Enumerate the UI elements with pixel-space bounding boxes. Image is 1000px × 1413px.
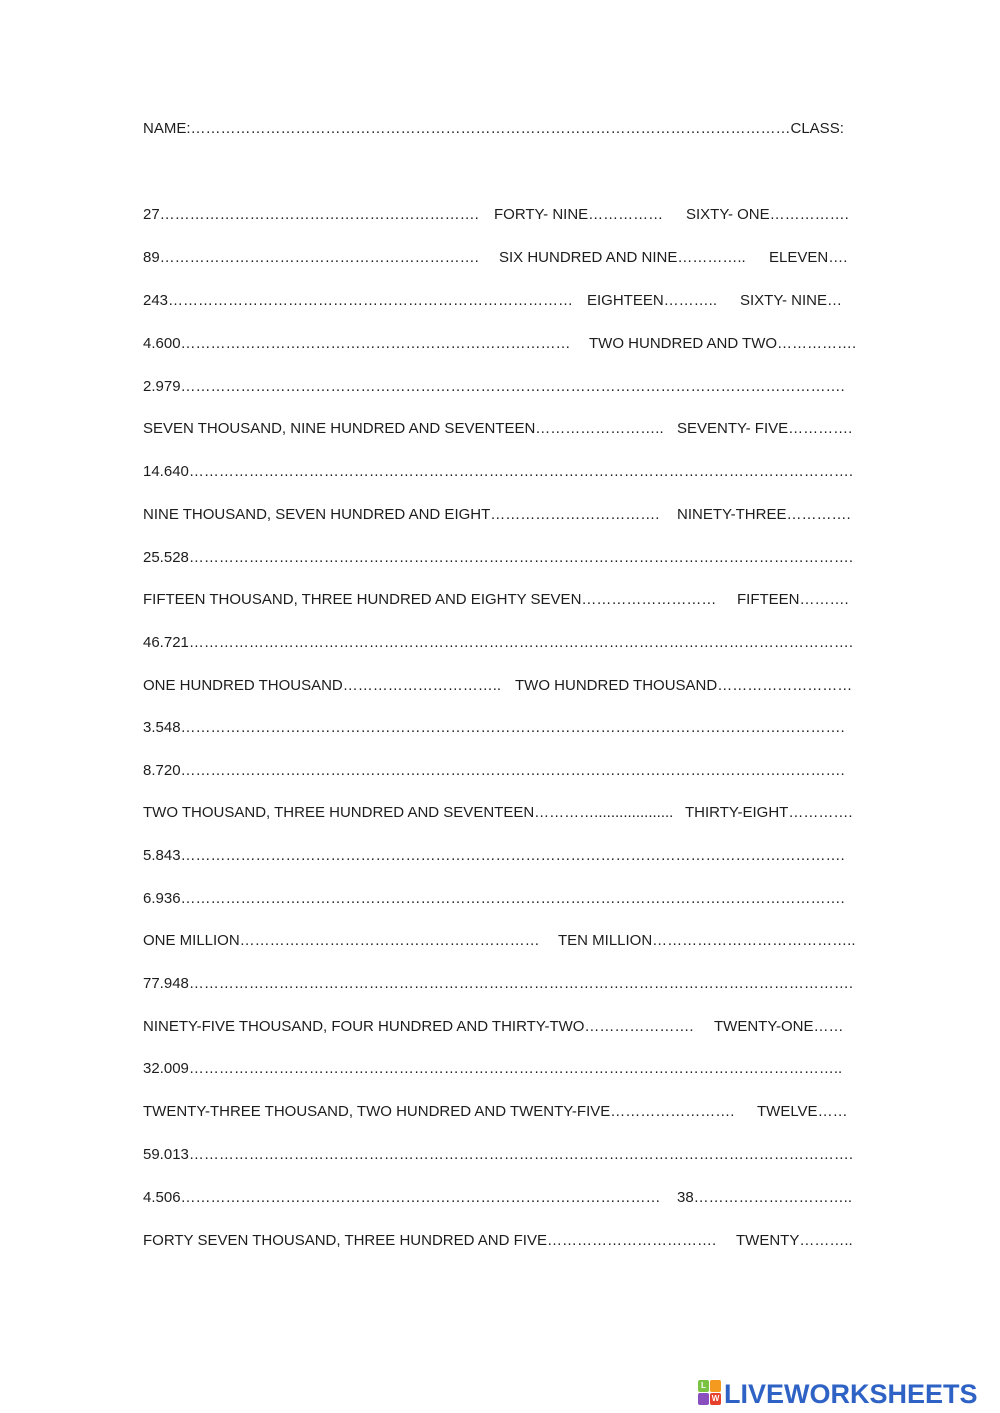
row-24 <box>143 1187 856 1209</box>
answer-field[interactable]: 25.528……………………………………………………………………………………………………………………. <box>143 549 854 566</box>
row-6 <box>143 418 856 440</box>
answer-field[interactable]: 89………………………………………………………. <box>143 249 479 266</box>
answer-field[interactable]: TWENTY-ONE…… <box>714 1018 844 1035</box>
answer-field[interactable]: 8.720……………………………………………………………………………………………………………………. <box>143 762 845 779</box>
answer-field[interactable]: TWELVE…… <box>757 1103 848 1120</box>
answer-field[interactable]: TWO HUNDRED THOUSAND……………………… <box>515 677 853 694</box>
answer-field[interactable]: 38………………………….. <box>677 1189 853 1206</box>
row-21 <box>143 1058 856 1080</box>
answer-field[interactable]: 5.843……………………………………………………………………………………………………………………. <box>143 847 845 864</box>
row-7 <box>143 461 856 483</box>
row-1 <box>143 204 856 226</box>
answer-field[interactable]: SEVEN THOUSAND, NINE HUNDRED AND SEVENTEEN…………………….. <box>143 420 664 437</box>
logo-letter-l: L <box>698 1380 709 1392</box>
row-11 <box>143 632 856 654</box>
answer-field[interactable]: NINE THOUSAND, SEVEN HUNDRED AND EIGHT……………………………. <box>143 506 660 523</box>
row-20 <box>143 1016 856 1038</box>
row-16 <box>143 845 856 867</box>
answer-field[interactable]: NINETY-FIVE THOUSAND, FOUR HUNDRED AND THIRTY-TWO…………………. <box>143 1018 694 1035</box>
row-2 <box>143 247 856 269</box>
answer-field[interactable]: 4.506…………………………………………………………………………………… <box>143 1189 661 1206</box>
answer-field[interactable]: 3.548……………………………………………………………………………………………………………………. <box>143 719 845 736</box>
row-17 <box>143 888 856 910</box>
answer-field[interactable]: FIFTEEN………. <box>737 591 849 608</box>
row-19 <box>143 973 856 995</box>
row-5 <box>143 376 856 398</box>
answer-field[interactable]: ONE MILLION…………………………………………………… <box>143 932 540 949</box>
row-15 <box>143 802 856 824</box>
answer-field[interactable]: TWO THOUSAND, THREE HUNDRED AND SEVENTEEN…………................... <box>143 804 674 821</box>
answer-field[interactable]: TWENTY-THREE THOUSAND, TWO HUNDRED AND TWENTY-FIVE……………………. <box>143 1103 735 1120</box>
row-12 <box>143 675 856 697</box>
answer-field[interactable]: SIX HUNDRED AND NINE………….. <box>499 249 746 266</box>
liveworksheets-logo-icon <box>698 1380 722 1406</box>
row-23 <box>143 1144 856 1166</box>
row-22 <box>143 1101 856 1123</box>
answer-field[interactable]: FORTY SEVEN THOUSAND, THREE HUNDRED AND FIVE……………………………. <box>143 1232 717 1249</box>
row-14 <box>143 760 856 782</box>
answer-field[interactable]: THIRTY-EIGHT…………. <box>685 804 853 821</box>
answer-field[interactable]: 59.013……………………………………………………………………………………………………………………. <box>143 1146 854 1163</box>
answer-field[interactable]: NINETY-THREE…………. <box>677 506 851 523</box>
answer-field[interactable]: 4.600…………………………………………………………………… <box>143 335 571 352</box>
answer-field[interactable]: 32.009………………………………………………………………………………………………………………….. <box>143 1060 843 1077</box>
answer-field[interactable]: TEN MILLION………………………………….. <box>558 932 856 949</box>
row-25 <box>143 1230 856 1252</box>
answer-field[interactable]: ONE HUNDRED THOUSAND………………………….. <box>143 677 502 694</box>
logo-block-purple <box>698 1393 709 1405</box>
answer-field[interactable]: EIGHTEEN……….. <box>587 292 718 309</box>
row-9 <box>143 547 856 569</box>
answer-field[interactable]: FIFTEEN THOUSAND, THREE HUNDRED AND EIGHTY SEVEN……………………… <box>143 591 717 608</box>
answer-field[interactable]: 27………………………………………………………. <box>143 206 479 223</box>
answer-field[interactable]: 6.936……………………………………………………………………………………………………………………. <box>143 890 845 907</box>
name-class-field[interactable]: NAME:…………………………………………………………………………………………………………CLASS: <box>143 120 844 137</box>
logo-block-orange <box>710 1380 721 1392</box>
answer-field[interactable]: 14.640……………………………………………………………………………………………………………………. <box>143 463 854 480</box>
answer-field[interactable]: SEVENTY- FIVE…………. <box>677 420 853 437</box>
answer-field[interactable]: 2.979……………………………………………………………………………………………………………………. <box>143 378 845 395</box>
row-4 <box>143 333 856 355</box>
row-8 <box>143 504 856 526</box>
answer-field[interactable]: 46.721……………………………………………………………………………………………………………………. <box>143 634 854 651</box>
liveworksheets-logo <box>698 1378 994 1410</box>
row-10 <box>143 589 856 611</box>
answer-field[interactable]: ELEVEN…. <box>769 249 848 266</box>
answer-field[interactable]: SIXTY- ONE……………. <box>686 206 849 223</box>
row-3 <box>143 290 856 312</box>
row-18 <box>143 930 856 952</box>
answer-field[interactable]: 77.948……………………………………………………………………………………………………………………. <box>143 975 854 992</box>
answer-field[interactable]: 243……………………………………………………………………… <box>143 292 574 309</box>
answer-field[interactable]: FORTY- NINE…………… <box>494 206 664 223</box>
name-class-header <box>143 118 856 140</box>
liveworksheets-logo-text: LIVEWORKSHEETS <box>724 1379 978 1409</box>
row-13 <box>143 717 856 739</box>
answer-field[interactable]: TWENTY……….. <box>736 1232 853 1249</box>
answer-field[interactable]: SIXTY- NINE… <box>740 292 842 309</box>
logo-letter-w: W <box>711 1394 720 1403</box>
answer-field[interactable]: TWO HUNDRED AND TWO……………. <box>589 335 857 352</box>
